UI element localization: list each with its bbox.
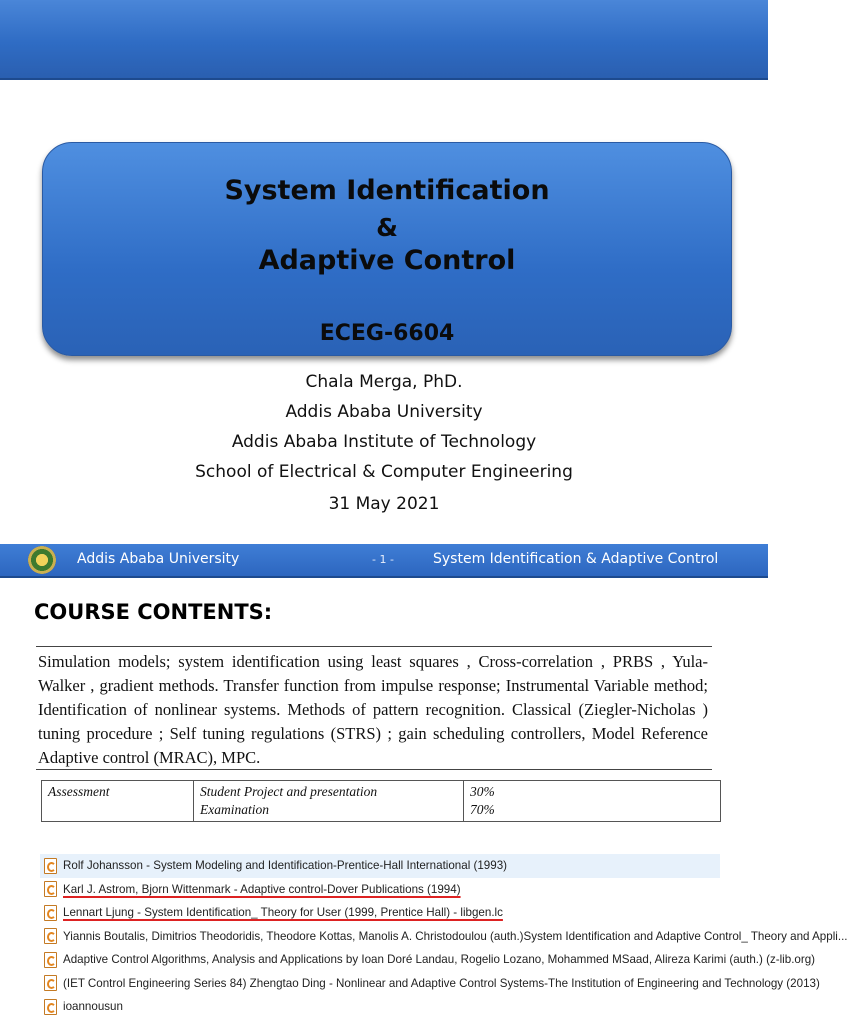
slide-top-banner <box>0 0 768 80</box>
pdf-file-icon <box>44 999 57 1015</box>
divider <box>36 769 712 770</box>
assessment-items <box>194 781 464 822</box>
footer-page-number: - 1 - <box>372 553 394 566</box>
slide-footer-bar <box>0 544 768 578</box>
divider <box>36 646 712 647</box>
reference-file-list <box>40 854 848 1019</box>
file-name: Lennart Ljung - System Identification_ Theory for User (1999, Prentice Hall) - libgen.lc <box>63 906 503 920</box>
pdf-file-icon <box>44 858 57 874</box>
list-item[interactable] <box>40 995 720 1019</box>
list-item[interactable] <box>40 901 720 925</box>
assessment-table <box>41 780 721 822</box>
list-item[interactable] <box>40 972 820 996</box>
pdf-file-icon <box>44 952 57 968</box>
pdf-file-icon <box>44 905 57 921</box>
file-name: Karl J. Astrom, Bjorn Wittenmark - Adaptive control-Dover Publications (1994) <box>63 882 461 896</box>
list-item[interactable] <box>40 948 816 972</box>
file-name: Rolf Johansson - System Modeling and Identification-Prentice-Hall International (1993) <box>63 859 508 873</box>
file-name: Adaptive Control Algorithms, Analysis and Applications by Ioan Doré Landau, Rogelio Lozano, Mohammed MSaad, Alireza Karimi (auth.) (z-lib.org) <box>63 953 816 967</box>
institute-name: Addis Ababa Institute of Technology <box>231 432 537 452</box>
assessment-item-exam: Examination <box>200 802 269 817</box>
course-contents-heading: COURSE CONTENTS: <box>34 600 273 624</box>
list-item[interactable] <box>40 925 848 949</box>
file-name: Yiannis Boutalis, Dimitrios Theodoridis, Theodore Kottas, Manolis A. Christodoulou (auth.)System Identification and Adaptive Control_ Theory and Appli... <box>63 929 848 943</box>
title-line-2: & <box>376 213 398 242</box>
assessment-weights <box>464 781 721 822</box>
assessment-weight-exam: 70% <box>470 802 495 817</box>
pdf-file-icon <box>44 928 57 944</box>
course-code: ECEG-6604 <box>319 321 455 346</box>
pdf-file-icon <box>44 975 57 991</box>
title-line-3: Adaptive Control <box>258 245 516 276</box>
university-name: Addis Ababa University <box>285 402 483 422</box>
title-line-1: System Identification <box>224 175 550 206</box>
footer-course-title: System Identification & Adaptive Control <box>433 551 719 567</box>
author-name: Chala Merga, PhD. <box>305 372 463 392</box>
course-contents-text: Simulation models; system identification using least squares , Cross-correlation , PRBS , Yula-Walker , gradient methods. Transfer function from impulse response; Instrumental Variable method; Identification of nonlinear systems. Methods of pattern recognition. Classical (Ziegler-Nicholas ) tuning procedure ; Self tuning regulations (STRS) ; gain scheduling controllers, Model Reference Adaptive control (MRAC), MPC. <box>38 652 708 767</box>
footer-university: Addis Ababa University <box>77 551 240 567</box>
assessment-item-project: Student Project and presentation <box>200 784 378 799</box>
file-name: ioannousun <box>63 1000 123 1014</box>
university-logo-icon <box>28 546 56 574</box>
pdf-file-icon <box>44 881 57 897</box>
list-item[interactable] <box>40 854 720 878</box>
presentation-date: 31 May 2021 <box>328 494 440 514</box>
title-box <box>42 142 732 356</box>
assessment-label: Assessment <box>42 781 194 822</box>
table-row <box>42 781 721 822</box>
file-name: (IET Control Engineering Series 84) Zhengtao Ding - Nonlinear and Adaptive Control Systems-The Institution of Engineering and Technology (2013) <box>63 976 820 990</box>
assessment-weight-project: 30% <box>470 784 495 799</box>
school-name: School of Electrical & Computer Engineering <box>195 462 573 482</box>
list-item[interactable] <box>40 878 720 902</box>
